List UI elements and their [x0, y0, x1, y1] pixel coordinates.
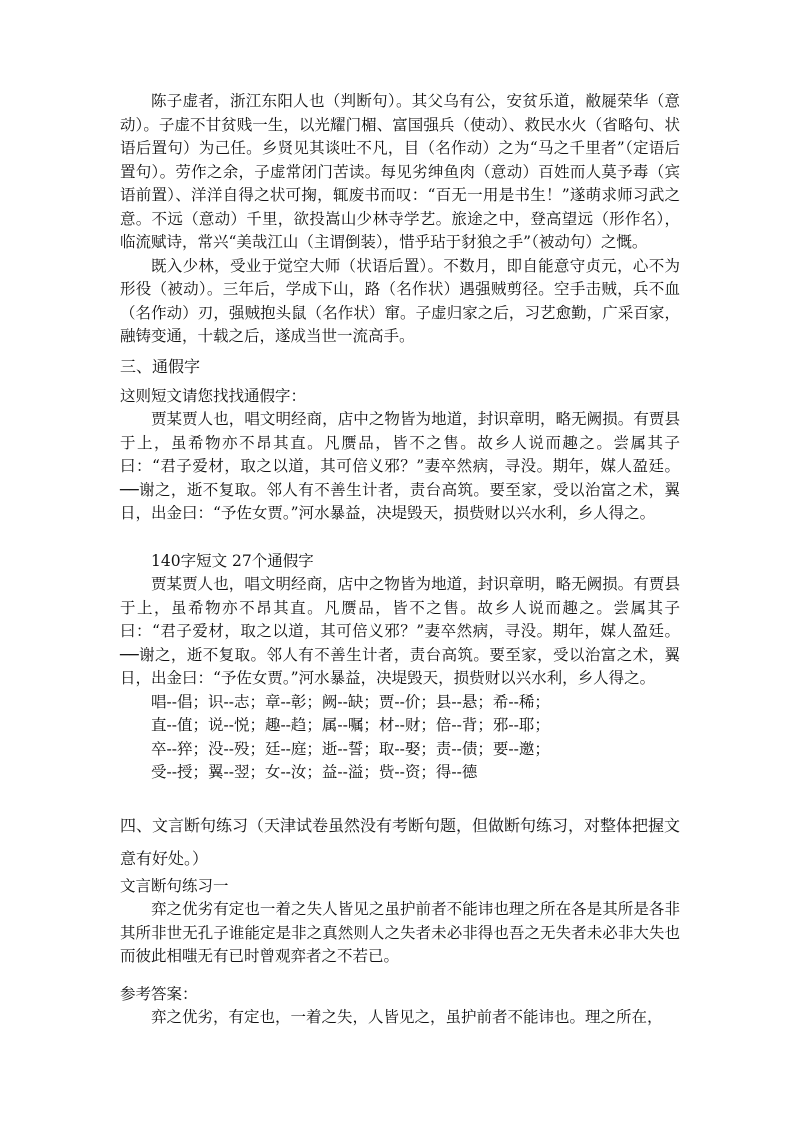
- story-paragraph-1: 陈子虚者，浙江东阳人也（判断句）。其父乌有公，安贫乐道，敝屣荣华（意动）。子虚不甘贫贱一生，以光耀门楣、富国强兵（使动）、救民水火（省略句、状语后置句）为己任。乡贤见其谈吐不凡，目（名作动）之为“马之千里者”（定语后置句）。劳作之余，子虚常闭门苦读。每见劣绅鱼肉（意动）百姓而人莫予毒（宾语前置）、洋洋自得之状可掬，辄废书而叹：“百无一用是书生！”遂萌求师习武之意。不远（意动）千里，欲投嵩山少林寺学艺。旅途之中，登高望远（形作名），临流赋诗，常兴“美哉江山（主谓倒装），惜乎玷于豺狼之手”（被动句）之慨。: [120, 92, 680, 251]
- section-heading-duanju: 四、文言断句练习（天津试卷虽然没有考断句题，但做断句练习，对整体把握文意有好处。）: [120, 815, 681, 868]
- exercise-passage-repeat: 贾某贾人也，唱文明经商，店中之物皆为地道，封识章明，略无阙损。有贾县于上，虽希物亦不昂其直。凡赝品，皆不之售。故乡人说而趣之。尝属其子曰：“君子爱材，取之以道，其可倍义邪？”妻卒然病，寻没。期年，媒人盈廷。──谢之，逝不复取。邻人有不善生计者，责台高筑。要至家，受以治富之术，翼日，出金曰：“予佐女贾。”河水暴益，决堤毁天，损赀财以兴水利，乡人得之。: [120, 575, 680, 687]
- story-paragraph-2: 既入少林，受业于觉空大师（状语后置）。不数月，即自能意守贞元，心不为形役（被动）。三年后，学成下山，路（名作状）遇强贼剪径。空手击贼，兵不血（名作动）刃，强贼抱头鼠（名作状）窜。子虚归家之后，习艺愈勤，广采百家，融铸变通，十载之后，遂成当世一流高手。: [120, 256, 680, 345]
- answer-text: 弈之优劣，有定也，一着之失，人皆见之，虽护前者不能讳也。理之所在，: [151, 1008, 663, 1026]
- tongjia-pairs-line-1: 唱--倡；识--志；章--彰；阙--缺；贾--价；县--悬；希--稀；: [151, 692, 550, 711]
- exercise-passage: 贾某贾人也，唱文明经商，店中之物皆为地道，封识章明，略无阙损。有贾县于上，虽希物亦不昂其直。凡赝品，皆不之售。故乡人说而趣之。尝属其子曰：“君子爱材，取之以道，其可倍义邪？”妻卒然病，寻没。期年，媒人盈廷。──谢之，逝不复取。邻人有不善生计者，责台高筑。要至家，受以治富之术，翼日，出金曰：“予佐女贾。”河水暴益，决堤毁天，损赀财以兴水利，乡人得之。: [120, 410, 680, 522]
- exercise-intro: 这则短文请您找找通假字：: [120, 386, 307, 405]
- section-heading-tongjiazi: 三、通假字: [120, 356, 201, 376]
- tongjia-pairs-line-3: 卒--猝；没--殁；廷--庭；逝--誓；取--娶；责--债；要--邀；: [151, 739, 550, 758]
- tongjia-pairs-line-4: 受--授；翼--翌；女--汝；益--溢；赀--资；得--德: [151, 763, 478, 781]
- answer-label: 参考答案：: [120, 984, 198, 1003]
- duanju-passage: 弈之优劣有定也一着之失人皆见之虽护前者不能讳也理之所在各是其所是各非其所非世无孔子谁能定是非之真然则人之失者未必非得也吾之无失者未必非大失也而彼此相嗤无有已时曾观弈者之不若已。: [120, 900, 680, 965]
- tongjia-pairs-line-2: 直--值；说--悦；趣--趋；属--嘱；材--财；倍--背；邪--耶；: [151, 716, 550, 734]
- document-page: [120, 90, 680, 1030]
- duanju-subheading: 文言断句练习一: [120, 876, 229, 895]
- count-label: 140字短文 27个通假字: [151, 551, 314, 570]
